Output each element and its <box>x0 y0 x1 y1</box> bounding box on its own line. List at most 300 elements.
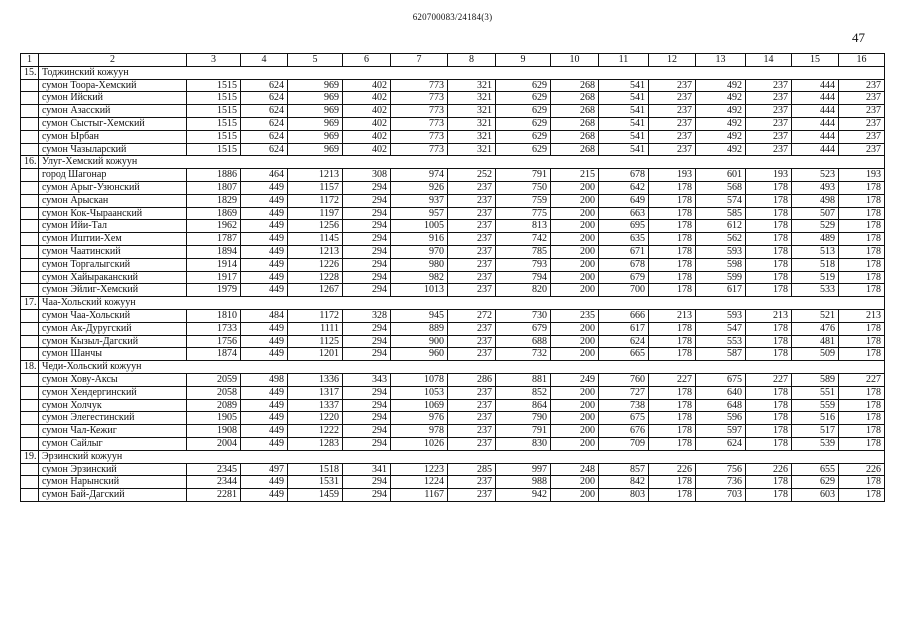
value-cell: 553 <box>696 335 746 348</box>
value-cell: 574 <box>696 194 746 207</box>
value-cell: 328 <box>343 309 391 322</box>
value-cell: 1756 <box>187 335 241 348</box>
row-index-cell <box>21 386 39 399</box>
value-cell: 1026 <box>391 437 448 450</box>
value-cell: 449 <box>241 399 288 412</box>
value-cell: 813 <box>496 220 551 233</box>
value-cell: 178 <box>746 194 792 207</box>
row-name: сумон Торгалыгский <box>39 258 187 271</box>
value-cell: 1515 <box>187 130 241 143</box>
value-cell: 235 <box>551 309 599 322</box>
table-row <box>21 233 885 246</box>
value-cell: 237 <box>649 105 696 118</box>
value-cell: 200 <box>551 348 599 361</box>
value-cell: 1157 <box>288 181 343 194</box>
row-index-cell <box>21 143 39 156</box>
value-cell: 178 <box>746 399 792 412</box>
value-cell: 1979 <box>187 284 241 297</box>
row-index-cell <box>21 335 39 348</box>
value-cell: 237 <box>649 92 696 105</box>
value-cell: 178 <box>839 220 885 233</box>
table-row <box>21 207 885 220</box>
row-index-cell <box>21 437 39 450</box>
value-cell: 492 <box>696 143 746 156</box>
value-cell: 1787 <box>187 233 241 246</box>
document-id: 620700083/24184(3) <box>412 12 493 22</box>
value-cell: 178 <box>839 322 885 335</box>
value-cell: 1917 <box>187 271 241 284</box>
group-name: Эрзинский кожуун <box>39 450 885 463</box>
value-cell: 237 <box>448 207 496 220</box>
value-cell: 248 <box>551 463 599 476</box>
value-cell: 178 <box>649 425 696 438</box>
value-cell: 1197 <box>288 207 343 220</box>
value-cell: 1256 <box>288 220 343 233</box>
value-cell: 1172 <box>288 194 343 207</box>
value-cell: 294 <box>343 207 391 220</box>
value-cell: 1267 <box>288 284 343 297</box>
value-cell: 498 <box>241 373 288 386</box>
value-cell: 945 <box>391 309 448 322</box>
value-cell: 237 <box>746 79 792 92</box>
group-index: 19. <box>21 450 39 463</box>
value-cell: 237 <box>448 348 496 361</box>
value-cell: 655 <box>792 463 839 476</box>
value-cell: 213 <box>746 309 792 322</box>
value-cell: 178 <box>649 284 696 297</box>
value-cell: 1733 <box>187 322 241 335</box>
value-cell: 773 <box>391 79 448 92</box>
value-cell: 1220 <box>288 412 343 425</box>
value-cell: 449 <box>241 258 288 271</box>
value-cell: 978 <box>391 425 448 438</box>
value-cell: 587 <box>696 348 746 361</box>
value-cell: 449 <box>241 194 288 207</box>
value-cell: 449 <box>241 233 288 246</box>
row-name: сумон Тоора-Хемский <box>39 79 187 92</box>
value-cell: 942 <box>496 489 551 502</box>
value-cell: 321 <box>448 143 496 156</box>
value-cell: 200 <box>551 437 599 450</box>
value-cell: 294 <box>343 194 391 207</box>
group-row <box>21 66 885 79</box>
value-cell: 629 <box>496 92 551 105</box>
column-header: 1 <box>21 54 39 67</box>
value-cell: 624 <box>696 437 746 450</box>
table-row <box>21 322 885 335</box>
value-cell: 957 <box>391 207 448 220</box>
value-cell: 294 <box>343 233 391 246</box>
value-cell: 237 <box>448 194 496 207</box>
value-cell: 178 <box>839 335 885 348</box>
value-cell: 200 <box>551 284 599 297</box>
value-cell: 663 <box>599 207 649 220</box>
data-table <box>20 53 885 502</box>
table-row <box>21 181 885 194</box>
value-cell: 1224 <box>391 476 448 489</box>
value-cell: 200 <box>551 386 599 399</box>
value-cell: 688 <box>496 335 551 348</box>
value-cell: 200 <box>551 233 599 246</box>
value-cell: 830 <box>496 437 551 450</box>
value-cell: 1810 <box>187 309 241 322</box>
table-row <box>21 79 885 92</box>
value-cell: 760 <box>599 373 649 386</box>
value-cell: 489 <box>792 233 839 246</box>
column-header: 13 <box>696 54 746 67</box>
value-cell: 249 <box>551 373 599 386</box>
row-index-cell <box>21 117 39 130</box>
value-cell: 268 <box>551 117 599 130</box>
value-cell: 1807 <box>187 181 241 194</box>
row-name: сумон Ырбан <box>39 130 187 143</box>
value-cell: 178 <box>746 233 792 246</box>
value-cell: 803 <box>599 489 649 502</box>
table-row <box>21 245 885 258</box>
value-cell: 226 <box>746 463 792 476</box>
value-cell: 178 <box>839 425 885 438</box>
value-cell: 629 <box>792 476 839 489</box>
value-cell: 294 <box>343 399 391 412</box>
value-cell: 793 <box>496 258 551 271</box>
value-cell: 294 <box>343 181 391 194</box>
table-row <box>21 437 885 450</box>
value-cell: 178 <box>746 220 792 233</box>
value-cell: 700 <box>599 284 649 297</box>
value-cell: 665 <box>599 348 649 361</box>
row-index-cell <box>21 322 39 335</box>
value-cell: 969 <box>288 130 343 143</box>
row-index-cell <box>21 399 39 412</box>
value-cell: 1317 <box>288 386 343 399</box>
value-cell: 593 <box>696 309 746 322</box>
table-row <box>21 284 885 297</box>
value-cell: 492 <box>696 79 746 92</box>
value-cell: 1201 <box>288 348 343 361</box>
value-cell: 272 <box>448 309 496 322</box>
value-cell: 727 <box>599 386 649 399</box>
row-index-cell <box>21 130 39 143</box>
value-cell: 237 <box>649 143 696 156</box>
value-cell: 759 <box>496 194 551 207</box>
value-cell: 294 <box>343 322 391 335</box>
value-cell: 321 <box>448 79 496 92</box>
value-cell: 969 <box>288 117 343 130</box>
value-cell: 178 <box>649 489 696 502</box>
value-cell: 449 <box>241 220 288 233</box>
group-name: Чеди-Хольский кожуун <box>39 361 885 374</box>
value-cell: 200 <box>551 220 599 233</box>
group-row <box>21 297 885 310</box>
value-cell: 227 <box>649 373 696 386</box>
value-cell: 541 <box>599 130 649 143</box>
value-cell: 678 <box>599 169 649 182</box>
value-cell: 178 <box>649 412 696 425</box>
value-cell: 178 <box>746 425 792 438</box>
value-cell: 598 <box>696 258 746 271</box>
value-cell: 237 <box>448 412 496 425</box>
value-cell: 449 <box>241 386 288 399</box>
value-cell: 268 <box>551 92 599 105</box>
value-cell: 603 <box>792 489 839 502</box>
row-index-cell <box>21 284 39 297</box>
value-cell: 629 <box>496 105 551 118</box>
value-cell: 820 <box>496 284 551 297</box>
value-cell: 294 <box>343 284 391 297</box>
value-cell: 178 <box>649 335 696 348</box>
value-cell: 864 <box>496 399 551 412</box>
group-index: 18. <box>21 361 39 374</box>
row-name: сумон Ийский <box>39 92 187 105</box>
value-cell: 2281 <box>187 489 241 502</box>
value-cell: 237 <box>448 181 496 194</box>
value-cell: 213 <box>649 309 696 322</box>
column-header: 12 <box>649 54 696 67</box>
value-cell: 178 <box>839 245 885 258</box>
value-cell: 773 <box>391 117 448 130</box>
value-cell: 857 <box>599 463 649 476</box>
value-cell: 889 <box>391 322 448 335</box>
value-cell: 1053 <box>391 386 448 399</box>
value-cell: 343 <box>343 373 391 386</box>
table-row <box>21 271 885 284</box>
value-cell: 509 <box>792 348 839 361</box>
value-cell: 773 <box>391 105 448 118</box>
value-cell: 484 <box>241 309 288 322</box>
row-index-cell <box>21 258 39 271</box>
value-cell: 200 <box>551 322 599 335</box>
value-cell: 1908 <box>187 425 241 438</box>
value-cell: 1869 <box>187 207 241 220</box>
row-index-cell <box>21 169 39 182</box>
value-cell: 624 <box>241 105 288 118</box>
value-cell: 516 <box>792 412 839 425</box>
row-index-cell <box>21 463 39 476</box>
value-cell: 321 <box>448 92 496 105</box>
value-cell: 597 <box>696 425 746 438</box>
value-cell: 449 <box>241 348 288 361</box>
value-cell: 294 <box>343 412 391 425</box>
row-index-cell <box>21 412 39 425</box>
value-cell: 449 <box>241 335 288 348</box>
value-cell: 969 <box>288 92 343 105</box>
value-cell: 178 <box>649 220 696 233</box>
table-row <box>21 399 885 412</box>
value-cell: 635 <box>599 233 649 246</box>
value-cell: 178 <box>746 207 792 220</box>
value-cell: 237 <box>448 322 496 335</box>
value-cell: 402 <box>343 92 391 105</box>
value-cell: 738 <box>599 399 649 412</box>
table-row <box>21 476 885 489</box>
value-cell: 341 <box>343 463 391 476</box>
value-cell: 402 <box>343 117 391 130</box>
value-cell: 679 <box>496 322 551 335</box>
value-cell: 791 <box>496 169 551 182</box>
value-cell: 1226 <box>288 258 343 271</box>
value-cell: 492 <box>696 117 746 130</box>
value-cell: 464 <box>241 169 288 182</box>
value-cell: 1167 <box>391 489 448 502</box>
value-cell: 1829 <box>187 194 241 207</box>
group-name: Улуг-Хемский кожуун <box>39 156 885 169</box>
value-cell: 237 <box>649 117 696 130</box>
value-cell: 612 <box>696 220 746 233</box>
value-cell: 529 <box>792 220 839 233</box>
value-cell: 178 <box>649 437 696 450</box>
column-header: 11 <box>599 54 649 67</box>
value-cell: 449 <box>241 181 288 194</box>
value-cell: 237 <box>448 220 496 233</box>
value-cell: 629 <box>496 117 551 130</box>
value-cell: 640 <box>696 386 746 399</box>
value-cell: 617 <box>696 284 746 297</box>
column-header: 7 <box>391 54 448 67</box>
value-cell: 178 <box>746 386 792 399</box>
row-index-cell <box>21 105 39 118</box>
value-cell: 551 <box>792 386 839 399</box>
table-row <box>21 130 885 143</box>
value-cell: 742 <box>496 233 551 246</box>
value-cell: 294 <box>343 348 391 361</box>
table-row <box>21 194 885 207</box>
value-cell: 178 <box>649 207 696 220</box>
value-cell: 294 <box>343 476 391 489</box>
value-cell: 533 <box>792 284 839 297</box>
row-name: сумон Чал-Кежиг <box>39 425 187 438</box>
row-name: сумон Хайыраканский <box>39 271 187 284</box>
value-cell: 200 <box>551 425 599 438</box>
row-index-cell <box>21 207 39 220</box>
value-cell: 178 <box>839 258 885 271</box>
group-row <box>21 361 885 374</box>
row-name: сумон Элегестинский <box>39 412 187 425</box>
value-cell: 476 <box>792 322 839 335</box>
value-cell: 178 <box>746 412 792 425</box>
value-cell: 497 <box>241 463 288 476</box>
value-cell: 596 <box>696 412 746 425</box>
value-cell: 237 <box>448 476 496 489</box>
value-cell: 493 <box>792 181 839 194</box>
value-cell: 1336 <box>288 373 343 386</box>
value-cell: 193 <box>649 169 696 182</box>
value-cell: 449 <box>241 322 288 335</box>
value-cell: 559 <box>792 399 839 412</box>
value-cell: 916 <box>391 233 448 246</box>
table-row <box>21 373 885 386</box>
value-cell: 1905 <box>187 412 241 425</box>
value-cell: 1172 <box>288 309 343 322</box>
value-cell: 215 <box>551 169 599 182</box>
value-cell: 237 <box>448 271 496 284</box>
value-cell: 178 <box>839 348 885 361</box>
row-name: сумон Холчук <box>39 399 187 412</box>
row-name: сумон Эйлиг-Хемский <box>39 284 187 297</box>
value-cell: 444 <box>792 92 839 105</box>
column-header: 6 <box>343 54 391 67</box>
value-cell: 756 <box>696 463 746 476</box>
value-cell: 178 <box>839 207 885 220</box>
value-cell: 750 <box>496 181 551 194</box>
value-cell: 790 <box>496 412 551 425</box>
value-cell: 671 <box>599 245 649 258</box>
value-cell: 1145 <box>288 233 343 246</box>
row-name: сумон Арыскан <box>39 194 187 207</box>
value-cell: 881 <box>496 373 551 386</box>
value-cell: 200 <box>551 194 599 207</box>
value-cell: 1962 <box>187 220 241 233</box>
value-cell: 1874 <box>187 348 241 361</box>
value-cell: 200 <box>551 245 599 258</box>
value-cell: 200 <box>551 399 599 412</box>
row-index-cell <box>21 373 39 386</box>
value-cell: 294 <box>343 258 391 271</box>
group-index: 17. <box>21 297 39 310</box>
value-cell: 1515 <box>187 105 241 118</box>
value-cell: 703 <box>696 489 746 502</box>
row-index-cell <box>21 79 39 92</box>
table-row <box>21 489 885 502</box>
value-cell: 178 <box>839 476 885 489</box>
value-cell: 1283 <box>288 437 343 450</box>
value-cell: 237 <box>448 258 496 271</box>
row-name: сумон Ийи-Тал <box>39 220 187 233</box>
value-cell: 675 <box>599 412 649 425</box>
value-cell: 402 <box>343 130 391 143</box>
table-row <box>21 143 885 156</box>
value-cell: 178 <box>839 386 885 399</box>
value-cell: 237 <box>746 117 792 130</box>
value-cell: 1515 <box>187 79 241 92</box>
value-cell: 970 <box>391 245 448 258</box>
value-cell: 237 <box>649 79 696 92</box>
value-cell: 2344 <box>187 476 241 489</box>
row-name: сумон Арыг-Узюнский <box>39 181 187 194</box>
value-cell: 568 <box>696 181 746 194</box>
value-cell: 237 <box>746 130 792 143</box>
value-cell: 294 <box>343 245 391 258</box>
value-cell: 785 <box>496 245 551 258</box>
value-cell: 593 <box>696 245 746 258</box>
value-cell: 178 <box>746 245 792 258</box>
table-row <box>21 220 885 233</box>
row-index-cell <box>21 348 39 361</box>
value-cell: 200 <box>551 335 599 348</box>
value-cell: 444 <box>792 130 839 143</box>
value-cell: 200 <box>551 181 599 194</box>
value-cell: 402 <box>343 79 391 92</box>
table-row <box>21 117 885 130</box>
value-cell: 498 <box>792 194 839 207</box>
value-cell: 481 <box>792 335 839 348</box>
value-cell: 523 <box>792 169 839 182</box>
row-index-cell <box>21 271 39 284</box>
column-header: 8 <box>448 54 496 67</box>
value-cell: 518 <box>792 258 839 271</box>
value-cell: 321 <box>448 105 496 118</box>
value-cell: 585 <box>696 207 746 220</box>
column-header: 4 <box>241 54 288 67</box>
row-name: сумон Иштии-Хем <box>39 233 187 246</box>
value-cell: 178 <box>839 194 885 207</box>
value-cell: 237 <box>448 284 496 297</box>
value-cell: 294 <box>343 425 391 438</box>
value-cell: 599 <box>696 271 746 284</box>
value-cell: 1914 <box>187 258 241 271</box>
value-cell: 178 <box>746 348 792 361</box>
value-cell: 541 <box>599 105 649 118</box>
value-cell: 178 <box>746 284 792 297</box>
